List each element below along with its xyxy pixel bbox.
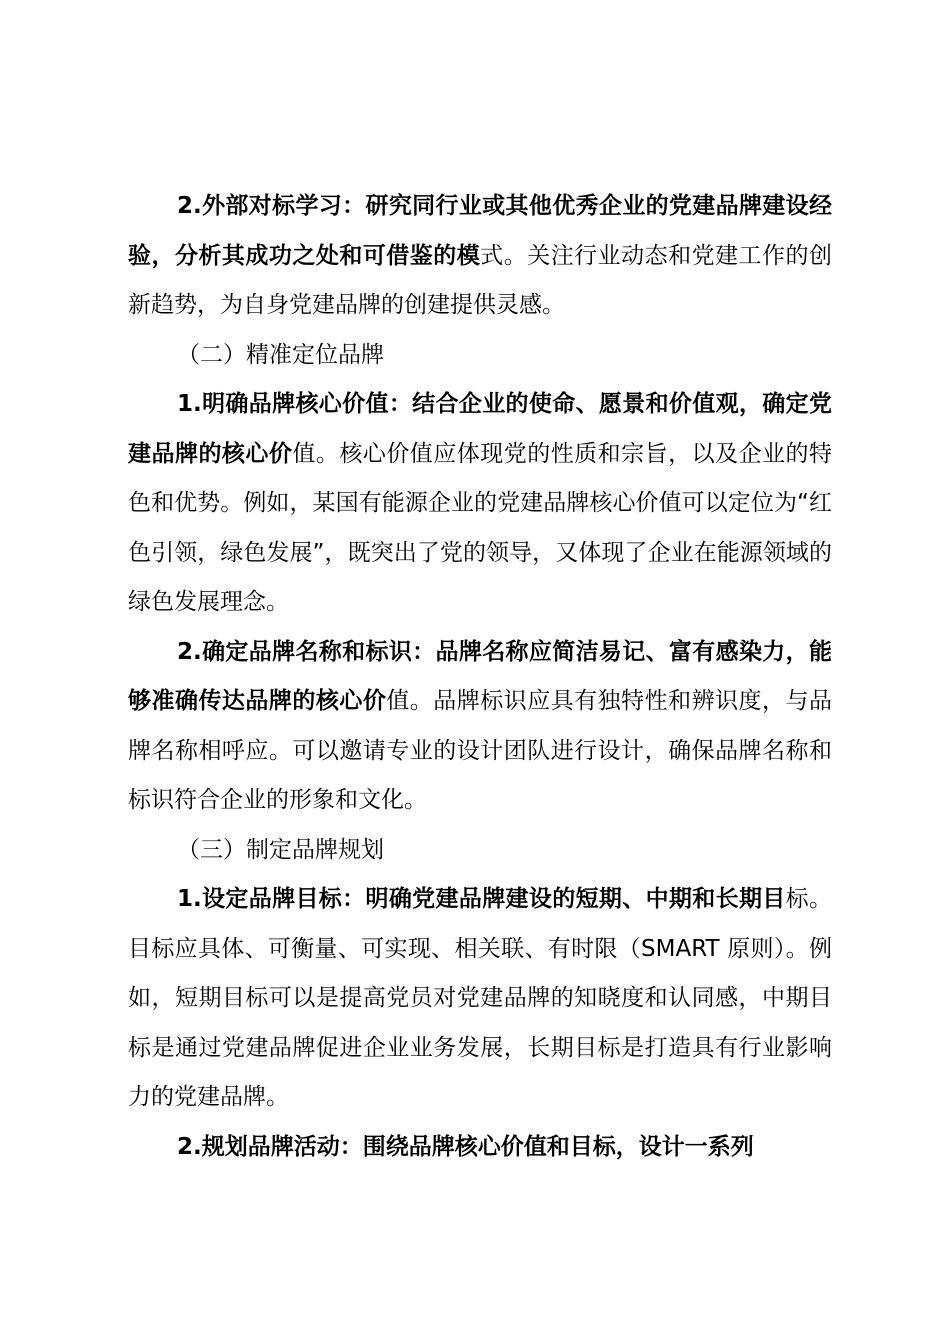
paragraph-brand-activities — [128, 1123, 832, 1173]
paragraph-bold-lead: 2.外部对标学习：研究同行业或其他优秀企业的党建品牌建设经验，分析其成功之处和可借鉴的模 — [128, 193, 832, 269]
section-heading-positioning — [128, 331, 832, 381]
paragraph-text: 值。品牌标识应具有独特性和辨识度，与品牌名称相呼应。可以邀请专业的设计团队进行设计，确保品牌名称和标识符合企业的形象和文化。 — [128, 688, 833, 813]
paragraph-name-and-logo — [128, 628, 832, 826]
paragraph-bold-lead: 1.设定品牌目标：明确党建品牌建设的短期、中期和长期目 — [177, 886, 786, 912]
section-heading-text: （二）精准定位品牌 — [177, 341, 384, 368]
section-heading-text: （三）制定品牌规划 — [177, 836, 384, 863]
paragraph-core-value — [128, 380, 832, 628]
paragraph-text: 值。核心价值应体现党的性质和宗旨，以及企业的特色和优势。例如，某国有能源企业的党建品牌核心价值可以定位为“红色引领，绿色发展”，既突出了党的领导，又体现了企业在能源领域的绿色发展理念。 — [128, 440, 833, 615]
section-heading-planning — [128, 826, 832, 876]
paragraph-bold-lead: 1.明确品牌核心价值：结合企业的使命、愿景和价值观，确定党建品牌的核心价 — [128, 391, 832, 467]
paragraph-text: 标。目标应具体、可衡量、可实现、相关联、有时限（SMART 原则）。例如，短期目标可以是提高党员对党建品牌的知晓度和认同感，中期目标是通过党建品牌促进企业业务发展，长期目标是打造具有行业影响力的党建品牌。 — [128, 886, 832, 1110]
paragraph-text: 式。关注行业动态和党建工作的创新趋势，为自身党建品牌的创建提供灵感。 — [128, 242, 833, 318]
document-body — [128, 182, 832, 1172]
paragraph-brand-goals — [128, 875, 832, 1123]
paragraph-external-benchmarking — [128, 182, 832, 331]
paragraph-bold-lead: 2.确定品牌名称和标识：品牌名称应简洁易记、富有感染力，能够准确传达品牌的核心价 — [128, 638, 832, 714]
paragraph-bold-lead: 2.规划品牌活动：围绕品牌核心价值和目标，设计一系列 — [177, 1133, 754, 1160]
